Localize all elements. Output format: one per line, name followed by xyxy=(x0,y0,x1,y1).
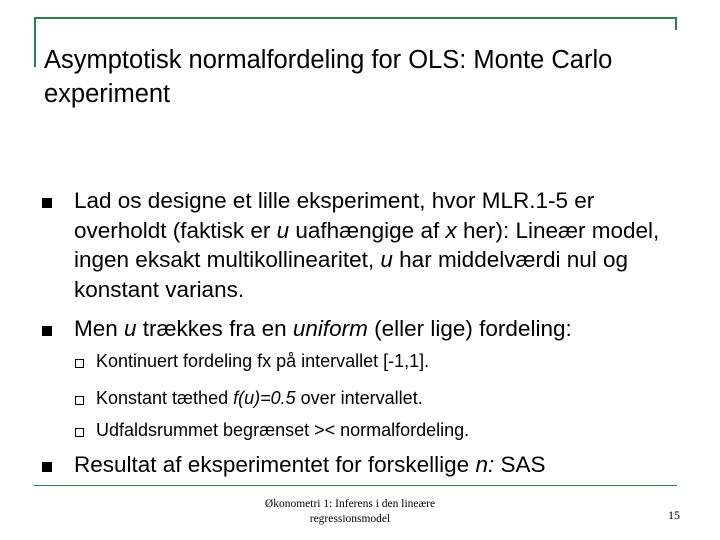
sub-bullet-marker-1 xyxy=(75,359,84,368)
italic-text: u xyxy=(380,247,393,272)
sub-bullet-marker-2 xyxy=(75,396,84,405)
italic-text: u xyxy=(124,316,137,341)
text-run: trækkes fra en xyxy=(136,316,293,341)
text-run: her): Lineær model, ingen eksakt multikollinearitet, xyxy=(74,217,660,272)
text-run: over intervallet. xyxy=(295,388,423,408)
italic-text: u xyxy=(276,217,290,243)
bullet-marker-1 xyxy=(42,198,52,208)
page-number: 15 xyxy=(668,508,680,522)
bullet-1 xyxy=(74,186,684,304)
bullet-3 xyxy=(74,450,684,480)
text-run: Konstant tæthed xyxy=(96,388,234,408)
footer-divider xyxy=(34,485,677,486)
slide-title: Asymptotisk normalfordeling for OLS: Monte Carlo experiment xyxy=(44,46,613,108)
text-run: Men xyxy=(74,316,125,341)
bullet-marker-2 xyxy=(42,326,52,336)
footer-line-1: Økonometri 1: Inferens i den lineære xyxy=(264,498,436,510)
text-run: har middelværdi nul og konstant varians. xyxy=(74,247,629,302)
footer-course-title xyxy=(230,497,470,527)
text-run: Udfaldsrummet begrænset >< normalfordeling. xyxy=(96,420,470,440)
italic-text: x xyxy=(445,217,457,243)
sub-bullet-marker-3 xyxy=(75,428,84,437)
bullet-2 xyxy=(74,314,684,344)
text-run: (eller lige) fordeling: xyxy=(367,316,572,341)
italic-text: n: xyxy=(475,452,495,477)
text-run: SAS xyxy=(494,452,546,477)
text-run: Kontinuert fordeling fx på intervallet [-1,1]. xyxy=(96,351,430,371)
text-run: Resultat af eksperimentet for forskellige xyxy=(74,452,476,477)
bullet-marker-3 xyxy=(42,462,52,472)
italic-text: uniform xyxy=(292,316,368,341)
sub-bullet-3 xyxy=(96,418,696,442)
text-run: uafhængige af xyxy=(289,217,446,243)
sub-bullet-1 xyxy=(96,349,696,373)
italic-text: f(u)=0.5 xyxy=(233,388,296,408)
footer-line-2: regressionsmodel xyxy=(309,513,391,525)
text-run: Lad os designe et lille eksperiment, hvor MLR.1-5 er overholdt (faktisk er xyxy=(74,188,595,243)
sub-bullet-2 xyxy=(96,386,696,410)
